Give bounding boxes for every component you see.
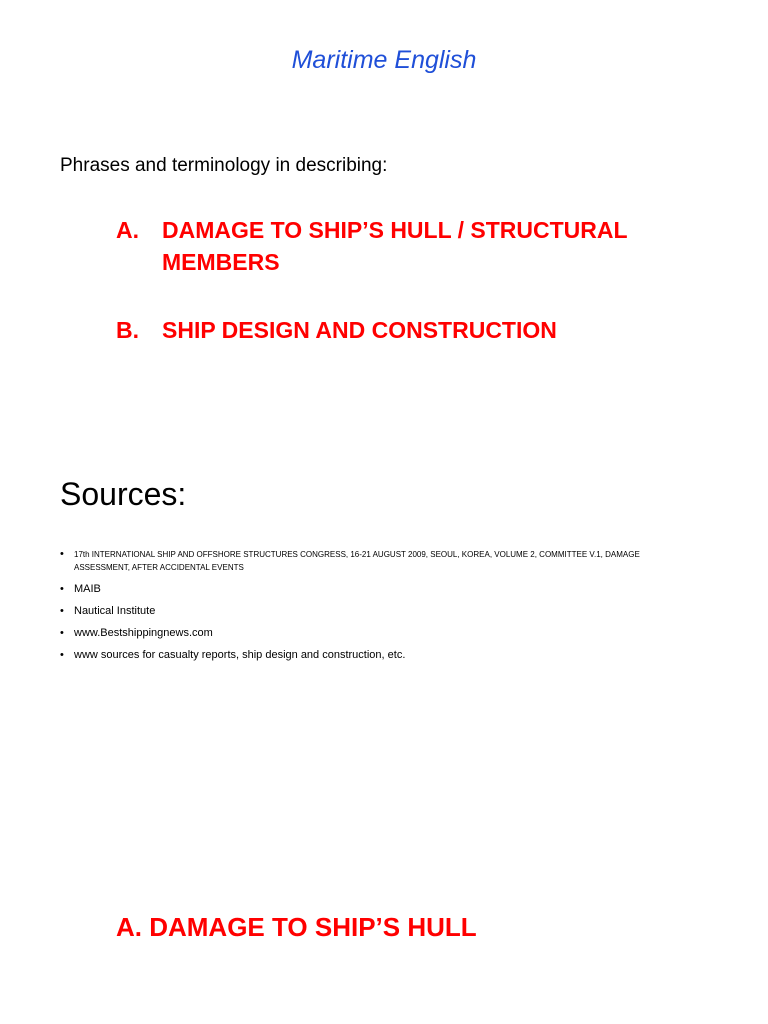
source-text: MAIB — [74, 583, 101, 595]
source-item-bestshippingnews — [60, 627, 670, 640]
bullet-icon: • — [60, 627, 64, 639]
source-text-part1: 17th INTERNATIONAL SHIP AND OFFSHORE STRUCTURES CONGRESS, — [74, 550, 351, 559]
source-item-maib — [60, 583, 670, 596]
source-text — [74, 548, 670, 574]
sources-heading: Sources: — [60, 476, 187, 512]
section-heading: A. DAMAGE TO SHIP’S HULL — [116, 912, 477, 942]
source-text-part2: 16-21 AUGUST 2009, SEOUL, KOREA, VOLUME 2, COMMITTEE V.1, DAMAGE ASSESSMENT, AFTER ACCIDENTAL EVENTS — [74, 550, 640, 572]
source-item-congress — [60, 548, 670, 574]
source-item-nautical-institute — [60, 605, 670, 618]
topic-text: SHIP DESIGN AND CONSTRUCTION — [162, 317, 557, 343]
topic-item-a — [116, 214, 716, 278]
intro-text: Phrases and terminology in describing: — [60, 155, 388, 176]
bullet-icon: • — [60, 548, 64, 560]
source-text: Nautical Institute — [74, 605, 156, 617]
topic-item-b — [116, 314, 716, 346]
source-text: www.Bestshippingnews.com — [74, 627, 213, 639]
topic-list — [116, 214, 716, 346]
topic-text: DAMAGE TO SHIP’S HULL / STRUCTURAL MEMBERS — [162, 217, 628, 275]
bullet-icon: • — [60, 583, 64, 595]
topic-letter: A. — [116, 217, 139, 243]
bullet-icon: • — [60, 605, 64, 617]
bullet-icon: • — [60, 649, 64, 661]
source-list — [60, 548, 670, 671]
source-text: www sources for casualty reports, ship design and construction, etc. — [74, 649, 406, 661]
topic-letter: B. — [116, 317, 139, 343]
source-item-www-sources — [60, 649, 670, 662]
document-title: Maritime English — [291, 46, 477, 74]
